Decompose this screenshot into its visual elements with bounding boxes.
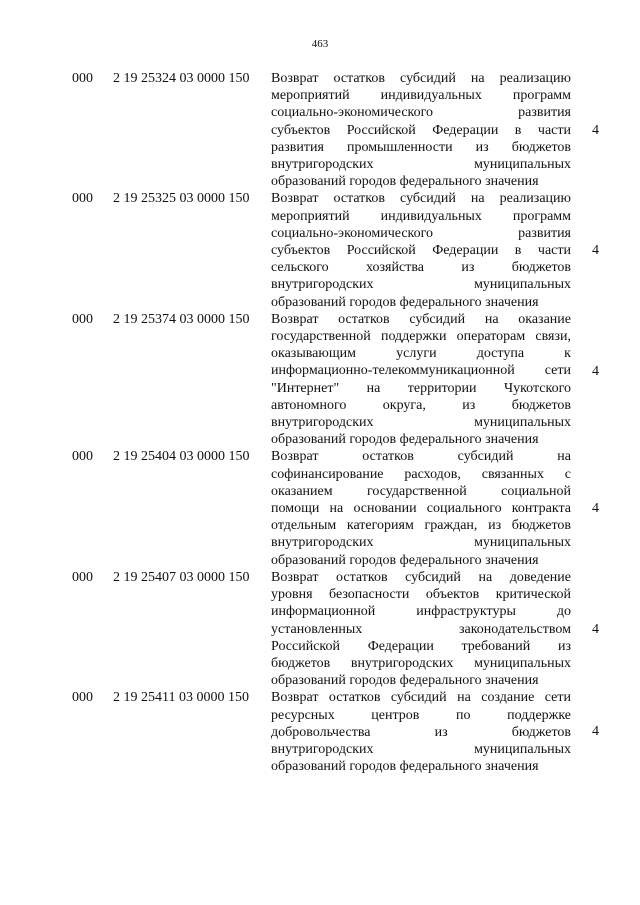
description-line: внутригородских муниципальных <box>271 741 571 757</box>
description-line: добровольчества из бюджетов <box>271 724 571 740</box>
description-line: развития промышленности из бюджетов <box>271 139 571 155</box>
description-line: образований городов федерального значения <box>271 174 539 190</box>
description-line: автономного округа, из бюджетов <box>271 397 571 413</box>
page-number: 463 <box>311 38 329 50</box>
amount-column-value: 4 <box>592 621 599 637</box>
description-line: внутригородских муниципальных <box>271 277 571 293</box>
description-line: Возврат остатков субсидий на реализацию <box>271 191 571 207</box>
description-line: Возврат остатков субсидий на создание сети <box>271 690 571 706</box>
budget-classification-code: 2 19 25407 03 0000 150 <box>113 569 250 585</box>
amount-column-value: 4 <box>592 363 599 379</box>
description-line: Возврат остатков субсидий на реализацию <box>271 71 571 86</box>
admin-code: 000 <box>72 569 93 585</box>
admin-code: 000 <box>72 690 93 706</box>
description-line: внутригородских муниципальных <box>271 415 571 431</box>
table-row <box>0 70 640 190</box>
description-line: оказывающим услуги доступа к <box>271 346 571 362</box>
description-line: мероприятий индивидуальных программ <box>271 88 571 104</box>
amount-column-value: 4 <box>592 724 599 740</box>
amount-column-value: 4 <box>592 501 599 517</box>
description-line: Возврат остатков субсидий на доведение <box>271 569 571 585</box>
description-line: уровня безопасности объектов критической <box>271 587 571 603</box>
description-line: информационной инфраструктуры до <box>271 604 571 620</box>
row-description <box>271 569 571 689</box>
row-description <box>271 689 571 775</box>
admin-code: 000 <box>72 311 93 327</box>
description-line: установленных законодательством <box>271 621 571 637</box>
description-line: образований городов федерального значения <box>271 759 539 775</box>
description-line: информационно-телекоммуникационной сети <box>271 363 571 379</box>
description-line: Возврат остатков субсидий на <box>271 449 571 465</box>
budget-classification-code: 2 19 25411 03 0000 150 <box>113 690 249 706</box>
description-line: ресурсных центров по поддержке <box>271 707 571 723</box>
row-description <box>271 190 571 310</box>
amount-column-value: 4 <box>592 243 599 259</box>
description-line: субъектов Российской Федерации в части <box>271 122 571 138</box>
description-line: бюджетов внутригородских муниципальных <box>271 655 571 671</box>
description-line: внутригородских муниципальных <box>271 535 571 551</box>
table-row <box>0 311 640 449</box>
admin-code: 000 <box>72 449 93 465</box>
amount-column-value: 4 <box>592 123 599 138</box>
table-row <box>0 448 640 568</box>
admin-code: 000 <box>72 71 93 86</box>
description-line: сельского хозяйства из бюджетов <box>271 260 571 276</box>
description-line: мероприятий индивидуальных программ <box>271 208 571 224</box>
description-line: отдельным категориям граждан, из бюджетов <box>271 518 571 534</box>
admin-code: 000 <box>72 191 93 207</box>
row-description <box>271 70 571 190</box>
budget-classification-code: 2 19 25325 03 0000 150 <box>113 191 250 207</box>
description-line: образований городов федерального значения <box>271 552 539 568</box>
description-line: помощи на основании социального контракта <box>271 501 571 517</box>
description-line: Российской Федерации требований из <box>271 638 571 654</box>
description-line: социально-экономического развития <box>271 105 571 121</box>
description-line: "Интернет" на территории Чукотского <box>271 380 571 396</box>
budget-classification-code: 2 19 25374 03 0000 150 <box>113 311 250 327</box>
description-line: образований городов федерального значения <box>271 294 539 310</box>
description-line: государственной поддержки операторам связи, <box>271 329 571 345</box>
budget-classification-code: 2 19 25324 03 0000 150 <box>113 71 250 86</box>
description-line: социально-экономического развития <box>271 225 571 241</box>
description-line: образований городов федерального значения <box>271 673 539 689</box>
row-description <box>271 448 571 568</box>
description-line: оказанием государственной социальной <box>271 483 571 499</box>
description-line: субъектов Российской Федерации в части <box>271 243 571 259</box>
table-row <box>0 689 640 775</box>
description-line: образований городов федерального значения <box>271 432 539 448</box>
row-description <box>271 311 571 449</box>
description-line: Возврат остатков субсидий на оказание <box>271 311 571 327</box>
description-line: внутригородских муниципальных <box>271 157 571 173</box>
budget-classification-code: 2 19 25404 03 0000 150 <box>113 449 250 465</box>
description-line: софинансирование расходов, связанных с <box>271 466 571 482</box>
budget-code-table <box>0 70 640 775</box>
table-row <box>0 569 640 689</box>
table-row <box>0 190 640 310</box>
